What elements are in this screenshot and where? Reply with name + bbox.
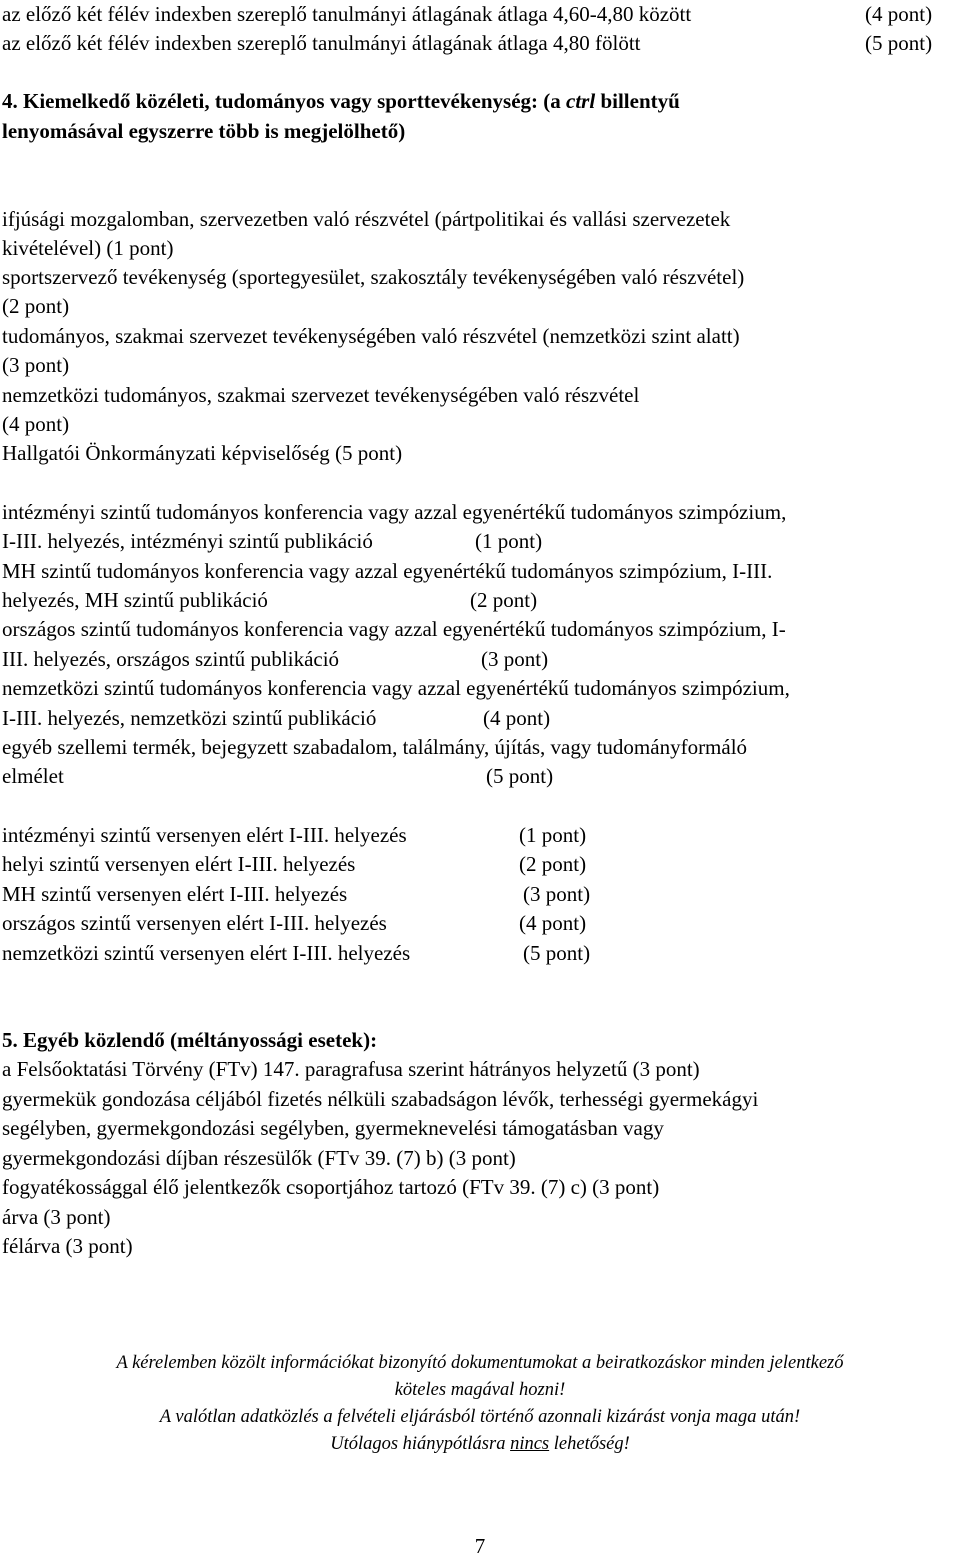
equity-line: gyermekgondozási díjban részesülők (FTv 39. (7) b) (3 pont) [2,1146,516,1170]
activity-line: ifjúsági mozgalomban, szervezetben való részvétel (pártpolitikai és vallási szervezetek [2,207,731,231]
section-5-title: 5. Egyéb közlendő (méltányossági esetek): [2,1028,378,1052]
competition-line: nemzetközi szintű versenyen elért I-III. helyezés [2,941,411,965]
conference-line: helyezés, MH szintű publikáció [2,588,268,612]
competition-line: helyi szintű versenyen elért I-III. helyezés [2,852,356,876]
activity-line: tudományos, szakmai szervezet tevékenységében való részvétel (nemzetközi szint alatt) [2,324,740,348]
conference-line: I-III. helyezés, nemzetközi szintű publikáció [2,706,377,730]
points-label: (1 pont) [519,823,587,847]
points-label: (3 pont) [481,647,549,671]
equity-line: félárva (3 pont) [2,1234,133,1258]
conference-line: országos szintű tudományos konferencia vagy azzal egyenértékű tudományos szimpózium, I- [2,617,786,641]
conference-line: nemzetközi szintű tudományos konferencia vagy azzal egyenértékű tudományos szimpózium, [2,676,790,700]
footer-note: A kérelemben közölt információkat bizonyító dokumentumokat a beiratkozáskor minden jelentkező [116,1353,844,1373]
equity-line: árva (3 pont) [2,1205,111,1229]
equity-line: gyermekük gondozása céljából fizetés nélküli szabadságon lévők, terhességi gyermekágyi [2,1087,759,1111]
section-4-title: 4. Kiemelkedő közéleti, tudományos vagy sporttevékenység: (a ctrl billentyű [2,89,680,113]
average-4-80-line: az előző két félév indexben szereplő tanulmányi átlagának átlaga 4,80 fölött [2,31,641,55]
points-label: (4 pont) [865,2,933,26]
activity-line: kivételével) (1 pont) [2,236,174,260]
points-label: (5 pont) [865,31,933,55]
footer-note: köteles magával hozni! [394,1380,566,1400]
equity-line: segélyben, gyermekgondozási segélyben, gyermeknevelési támogatásban vagy [2,1116,664,1140]
activity-line: nemzetközi tudományos, szakmai szervezet tevékenységében való részvétel [2,383,640,407]
activity-line: Hallgatói Önkormányzati képviselőség (5 pont) [2,441,403,465]
points-label: (1 pont) [475,529,543,553]
conference-line: elmélet [2,764,64,788]
footer-warning: A valótlan adatközlés a felvételi eljárásból történő azonnali kizárást vonja maga után! [159,1407,801,1427]
points-label: (4 pont) [519,911,587,935]
conference-line: intézményi szintű tudományos konferencia vagy azzal egyenértékű tudományos szimpózium, [2,500,787,524]
equity-line: fogyatékossággal élő jelentkezők csoportjához tartozó (FTv 39. (7) c) (3 pont) [2,1175,660,1199]
conference-line: I-III. helyezés, intézményi szintű publikáció [2,529,373,553]
average-4-60-line: az előző két félév indexben szereplő tanulmányi átlagának átlaga 4,60-4,80 között [2,2,692,26]
points-label: (5 pont) [523,941,591,965]
activity-line: (3 pont) [2,353,70,377]
points-label: (2 pont) [519,852,587,876]
competition-line: intézményi szintű versenyen elért I-III. helyezés [2,823,407,847]
points-label: (3 pont) [523,882,591,906]
page-number: 7 [474,1534,486,1558]
section-4-title-cont: lenyomásával egyszerre több is megjelölhető) [2,119,406,143]
conference-line: MH szintű tudományos konferencia vagy azzal egyenértékű tudományos szimpózium, I-III. [2,559,773,583]
ctrl-key-label: ctrl [566,89,596,113]
competition-line: MH szintű versenyen elért I-III. helyezés [2,882,348,906]
activity-line: sportszervező tevékenység (sportegyesület, szakosztály tevékenységében való részvétel) [2,265,745,289]
points-label: (2 pont) [470,588,538,612]
conference-line: III. helyezés, országos szintű publikáció [2,647,340,671]
activity-line: (2 pont) [2,294,70,318]
conference-line: egyéb szellemi termék, bejegyzett szabadalom, találmány, újítás, vagy tudományformáló [2,735,748,759]
points-label: (5 pont) [486,764,554,788]
equity-line: a Felsőoktatási Törvény (FTv) 147. paragrafusa szerint hátrányos helyzetű (3 pont) [2,1057,700,1081]
activity-line: (4 pont) [2,412,70,436]
footer-note: Utólagos hiánypótlásra nincs lehetőség! [330,1434,630,1454]
points-label: (4 pont) [483,706,551,730]
competition-line: országos szintű versenyen elért I-III. helyezés [2,911,387,935]
underlined-word: nincs [510,1434,550,1454]
